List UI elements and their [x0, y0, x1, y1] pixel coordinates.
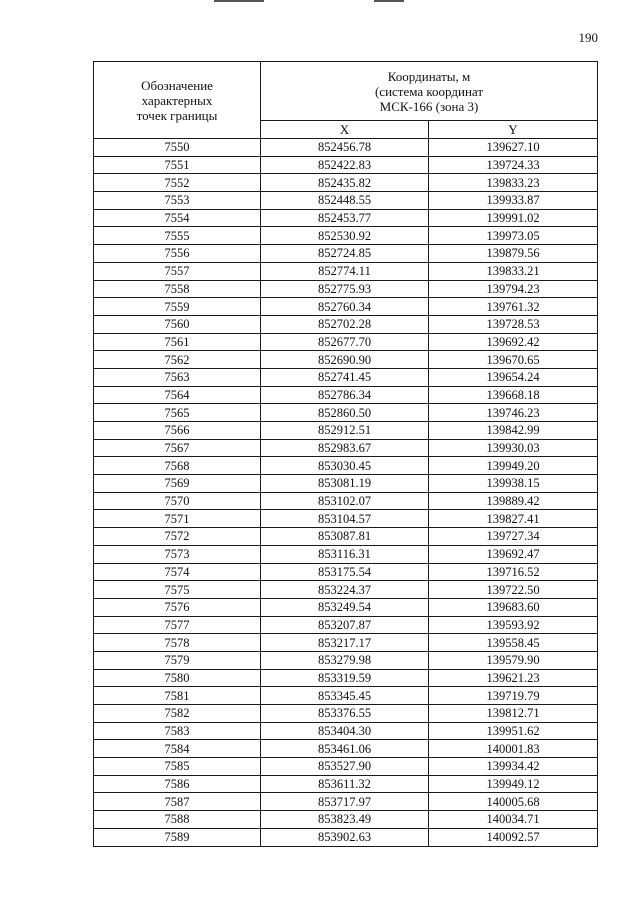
point-cell: 7573 [94, 545, 261, 563]
coordinates-table [93, 61, 598, 847]
x-coordinate-cell: 853611.32 [261, 775, 429, 793]
table-row [94, 192, 598, 210]
scan-artifact [374, 0, 404, 2]
y-coordinate-cell: 139692.42 [429, 333, 598, 351]
point-cell: 7559 [94, 298, 261, 316]
table-row [94, 687, 598, 705]
x-coordinate-cell: 853461.06 [261, 740, 429, 758]
x-coordinate-cell: 853404.30 [261, 722, 429, 740]
x-coordinate-cell: 853081.19 [261, 475, 429, 493]
y-coordinate-cell: 139746.23 [429, 404, 598, 422]
y-coordinate-cell: 139973.05 [429, 227, 598, 245]
point-cell: 7585 [94, 758, 261, 776]
table-row [94, 811, 598, 829]
x-coordinate-cell: 852775.93 [261, 280, 429, 298]
table-row [94, 245, 598, 263]
x-coordinate-cell: 852690.90 [261, 351, 429, 369]
point-cell: 7566 [94, 422, 261, 440]
y-coordinate-cell: 139833.23 [429, 174, 598, 192]
table-row [94, 581, 598, 599]
x-coordinate-cell: 853030.45 [261, 457, 429, 475]
point-cell: 7553 [94, 192, 261, 210]
header-coords-line: (система координат [374, 83, 484, 99]
point-cell: 7576 [94, 598, 261, 616]
header-point-line: характерных [141, 92, 213, 108]
table-row [94, 758, 598, 776]
table-row [94, 368, 598, 386]
scan-artifact [214, 0, 264, 2]
y-coordinate-cell: 139934.42 [429, 758, 598, 776]
header-x: X [261, 121, 429, 139]
point-cell: 7550 [94, 139, 261, 157]
point-cell: 7587 [94, 793, 261, 811]
x-coordinate-cell: 852741.45 [261, 368, 429, 386]
table-body [94, 139, 598, 847]
x-coordinate-cell: 853279.98 [261, 651, 429, 669]
point-cell: 7570 [94, 492, 261, 510]
table-row [94, 793, 598, 811]
x-coordinate-cell: 852448.55 [261, 192, 429, 210]
point-cell: 7575 [94, 581, 261, 599]
y-coordinate-cell: 139668.18 [429, 386, 598, 404]
y-coordinate-cell: 139654.24 [429, 368, 598, 386]
y-coordinate-cell: 139716.52 [429, 563, 598, 581]
point-cell: 7577 [94, 616, 261, 634]
point-cell: 7560 [94, 315, 261, 333]
table-row [94, 315, 598, 333]
table-row [94, 386, 598, 404]
x-coordinate-cell: 853087.81 [261, 528, 429, 546]
point-cell: 7564 [94, 386, 261, 404]
point-cell: 7561 [94, 333, 261, 351]
x-coordinate-cell: 852435.82 [261, 174, 429, 192]
page-number: 190 [578, 30, 598, 45]
x-coordinate-cell: 852453.77 [261, 209, 429, 227]
header-point-designation [94, 62, 261, 139]
point-cell: 7574 [94, 563, 261, 581]
table-row [94, 563, 598, 581]
table-row [94, 262, 598, 280]
x-coordinate-cell: 852422.83 [261, 156, 429, 174]
x-coordinate-cell: 852983.67 [261, 439, 429, 457]
table-row [94, 457, 598, 475]
table-row [94, 722, 598, 740]
point-cell: 7589 [94, 828, 261, 846]
point-cell: 7571 [94, 510, 261, 528]
y-coordinate-cell: 139728.53 [429, 315, 598, 333]
table-row [94, 174, 598, 192]
header-y: Y [429, 121, 598, 139]
x-coordinate-cell: 853376.55 [261, 705, 429, 723]
y-coordinate-cell: 140001.83 [429, 740, 598, 758]
table-row [94, 439, 598, 457]
table-row [94, 280, 598, 298]
y-coordinate-cell: 139991.02 [429, 209, 598, 227]
y-coordinate-cell: 139579.90 [429, 651, 598, 669]
point-cell: 7582 [94, 705, 261, 723]
table-row [94, 740, 598, 758]
y-coordinate-cell: 139558.45 [429, 634, 598, 652]
y-coordinate-cell: 140092.57 [429, 828, 598, 846]
x-coordinate-cell: 853902.63 [261, 828, 429, 846]
y-coordinate-cell: 139727.34 [429, 528, 598, 546]
x-coordinate-cell: 853175.54 [261, 563, 429, 581]
table-row [94, 669, 598, 687]
point-cell: 7567 [94, 439, 261, 457]
point-cell: 7568 [94, 457, 261, 475]
y-coordinate-cell: 139949.12 [429, 775, 598, 793]
y-coordinate-cell: 139621.23 [429, 669, 598, 687]
header-coords-line: МСК-166 (зона 3) [379, 98, 479, 114]
point-cell: 7551 [94, 156, 261, 174]
table-header [94, 62, 598, 139]
header-coords-line: Координаты, м [387, 68, 471, 84]
point-cell: 7578 [94, 634, 261, 652]
x-coordinate-cell: 853217.17 [261, 634, 429, 652]
table-row [94, 828, 598, 846]
table-row [94, 209, 598, 227]
y-coordinate-cell: 139683.60 [429, 598, 598, 616]
table-row [94, 475, 598, 493]
y-coordinate-cell: 139692.47 [429, 545, 598, 563]
x-coordinate-cell: 853717.97 [261, 793, 429, 811]
y-coordinate-cell: 139933.87 [429, 192, 598, 210]
table-row [94, 298, 598, 316]
x-coordinate-cell: 853823.49 [261, 811, 429, 829]
table-row [94, 156, 598, 174]
x-coordinate-cell: 852860.50 [261, 404, 429, 422]
x-coordinate-cell: 852912.51 [261, 422, 429, 440]
x-coordinate-cell: 852760.34 [261, 298, 429, 316]
y-coordinate-cell: 139670.65 [429, 351, 598, 369]
table-row [94, 545, 598, 563]
table-row [94, 598, 598, 616]
y-coordinate-cell: 139879.56 [429, 245, 598, 263]
x-coordinate-cell: 853207.87 [261, 616, 429, 634]
header-point-line: Обозначение [141, 77, 213, 93]
y-coordinate-cell: 139627.10 [429, 139, 598, 157]
x-coordinate-cell: 852456.78 [261, 139, 429, 157]
table-row [94, 528, 598, 546]
x-coordinate-cell: 853102.07 [261, 492, 429, 510]
y-coordinate-cell: 139833.21 [429, 262, 598, 280]
x-coordinate-cell: 853527.90 [261, 758, 429, 776]
y-coordinate-cell: 140034.71 [429, 811, 598, 829]
point-cell: 7556 [94, 245, 261, 263]
y-coordinate-cell: 139842.99 [429, 422, 598, 440]
table-row [94, 616, 598, 634]
point-cell: 7552 [94, 174, 261, 192]
point-cell: 7572 [94, 528, 261, 546]
x-coordinate-cell: 853249.54 [261, 598, 429, 616]
point-cell: 7562 [94, 351, 261, 369]
point-cell: 7584 [94, 740, 261, 758]
table-row [94, 404, 598, 422]
y-coordinate-cell: 139761.32 [429, 298, 598, 316]
y-coordinate-cell: 139794.23 [429, 280, 598, 298]
x-coordinate-cell: 852774.11 [261, 262, 429, 280]
header-point-line: точек границы [136, 107, 218, 123]
point-cell: 7588 [94, 811, 261, 829]
y-coordinate-cell: 139812.71 [429, 705, 598, 723]
x-coordinate-cell: 853345.45 [261, 687, 429, 705]
y-coordinate-cell: 139719.79 [429, 687, 598, 705]
x-coordinate-cell: 853116.31 [261, 545, 429, 563]
point-cell: 7558 [94, 280, 261, 298]
x-coordinate-cell: 852677.70 [261, 333, 429, 351]
table-row [94, 651, 598, 669]
point-cell: 7583 [94, 722, 261, 740]
x-coordinate-cell: 853224.37 [261, 581, 429, 599]
point-cell: 7586 [94, 775, 261, 793]
point-cell: 7579 [94, 651, 261, 669]
table-row [94, 634, 598, 652]
point-cell: 7580 [94, 669, 261, 687]
y-coordinate-cell: 139827.41 [429, 510, 598, 528]
x-coordinate-cell: 853104.57 [261, 510, 429, 528]
y-coordinate-cell: 139930.03 [429, 439, 598, 457]
table-row [94, 775, 598, 793]
table-row [94, 492, 598, 510]
header-coordinates [261, 62, 598, 121]
point-cell: 7581 [94, 687, 261, 705]
y-coordinate-cell: 139593.92 [429, 616, 598, 634]
table-row [94, 227, 598, 245]
x-coordinate-cell: 852786.34 [261, 386, 429, 404]
x-coordinate-cell: 853319.59 [261, 669, 429, 687]
table-row [94, 705, 598, 723]
y-coordinate-cell: 139722.50 [429, 581, 598, 599]
table-row [94, 139, 598, 157]
point-cell: 7563 [94, 368, 261, 386]
point-cell: 7565 [94, 404, 261, 422]
x-coordinate-cell: 852530.92 [261, 227, 429, 245]
point-cell: 7554 [94, 209, 261, 227]
y-coordinate-cell: 140005.68 [429, 793, 598, 811]
y-coordinate-cell: 139889.42 [429, 492, 598, 510]
y-coordinate-cell: 139724.33 [429, 156, 598, 174]
point-cell: 7569 [94, 475, 261, 493]
y-coordinate-cell: 139951.62 [429, 722, 598, 740]
y-coordinate-cell: 139949.20 [429, 457, 598, 475]
x-coordinate-cell: 852724.85 [261, 245, 429, 263]
table-row [94, 422, 598, 440]
table-row [94, 351, 598, 369]
y-coordinate-cell: 139938.15 [429, 475, 598, 493]
point-cell: 7555 [94, 227, 261, 245]
table-row [94, 510, 598, 528]
point-cell: 7557 [94, 262, 261, 280]
x-coordinate-cell: 852702.28 [261, 315, 429, 333]
table-row [94, 333, 598, 351]
